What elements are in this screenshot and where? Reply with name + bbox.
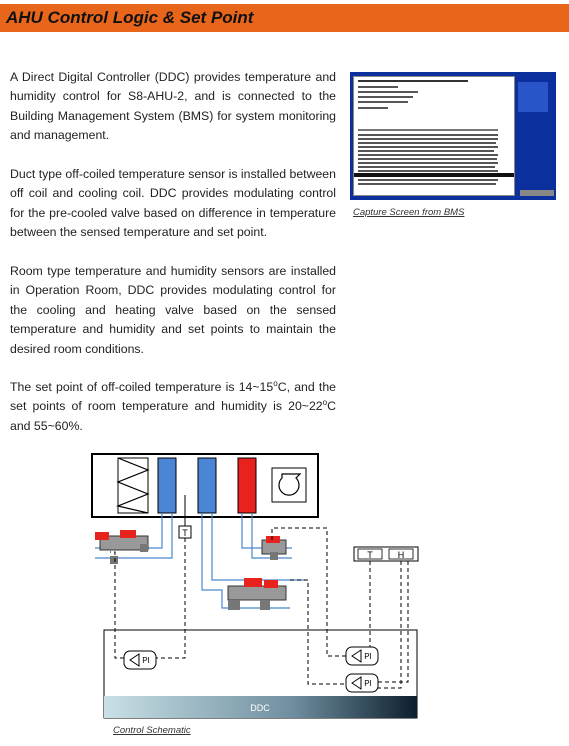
paragraph-room-sensors: Room type temperature and humidity sensors are installed in Operation Room, DDC provides modulating control for the cooling and heating valve based on the sensed temperature and humidity and set points to maintain the desired room conditions. [10, 264, 336, 356]
pi-controller-cooling [346, 647, 378, 665]
setpoint-text-3: C and 55~60%. [10, 399, 336, 433]
pi-label-cooling: PI [364, 652, 372, 661]
bms-caption: Capture Screen from BMS [353, 207, 465, 218]
cooling-coil [198, 458, 216, 513]
room-temp-sensor-label: T [367, 550, 373, 560]
cooling-valve-group [228, 578, 286, 610]
heating-coil [238, 458, 256, 513]
cooling-pipe-return [212, 513, 305, 580]
setpoint-text-2: C, and the set points of room temperature and humidity is 20~22 [10, 380, 336, 414]
degree-mark: o [322, 398, 328, 408]
heating-valve-group [262, 536, 286, 560]
pi-controller-precool [124, 651, 156, 669]
paragraph-setpoints [10, 378, 336, 436]
bms-window [353, 76, 515, 196]
precooling-coil [158, 458, 176, 513]
title-banner [0, 4, 569, 32]
setpoint-text-1: The set point of off-coiled temperature is 14~15 [10, 380, 274, 394]
offcoil-sensor-label: T [182, 528, 188, 538]
page-title: AHU Control Logic & Set Point [6, 8, 254, 27]
room-sensor-unit [354, 547, 418, 561]
ddc-label: DDC [250, 703, 270, 713]
room-humidity-sensor-label: H [397, 550, 405, 560]
control-schematic [0, 440, 569, 725]
paragraph-ddc-overview: A Direct Digital Controller (DDC) provides temperature and humidity control for S8-AHU-2, and is connected to the Building Management System (BMS) for system monitoring and management. [10, 70, 336, 143]
schematic-caption: Control Schematic [113, 725, 191, 736]
pi-label-heating: PI [364, 679, 372, 688]
fan-section [272, 468, 306, 502]
precool-valve-group [95, 530, 148, 564]
bms-screenshot [350, 72, 556, 200]
pi-label-precool: PI [142, 656, 150, 665]
paragraph-offcoil-sensor: Duct type off-coiled temperature sensor is installed between off coil and cooling coil. DDC provides modulating control for the pre-cooled valve based on difference in temperature between the sensed temperature and set point. [10, 167, 336, 240]
degree-mark: o [273, 378, 278, 388]
pi-controller-heating [346, 674, 378, 692]
